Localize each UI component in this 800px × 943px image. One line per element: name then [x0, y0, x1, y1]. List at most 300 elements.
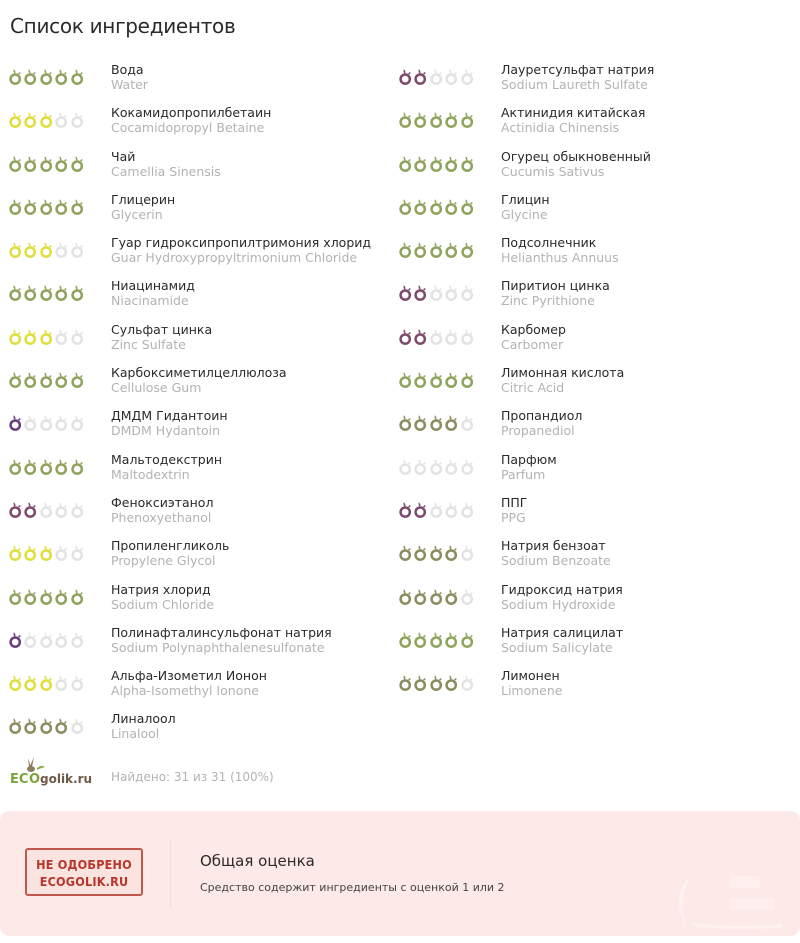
apple-rating-icon: [8, 109, 22, 129]
ingredient-name-inci: Glycine: [501, 206, 548, 222]
apple-rating-icon: [23, 499, 37, 519]
ingredient-name-inci: Sodium Salicylate: [501, 639, 613, 655]
apple-rating-icon: [8, 672, 22, 692]
apple-rating-icon: [54, 109, 68, 129]
ingredient-rating: [398, 326, 474, 348]
apple-rating-icon: [413, 412, 427, 432]
apple-rating-icon: [23, 66, 37, 86]
ingredient-name-inci: Cellulose Gum: [111, 380, 202, 396]
ingredient-name-ru[interactable]: Натрия бензоат: [501, 538, 606, 554]
apple-rating-icon: [23, 542, 37, 562]
apple-rating-icon: [39, 369, 53, 389]
ingredient-name-inci: Sodium Benzoate: [501, 553, 611, 569]
apple-rating-icon: [70, 282, 84, 302]
apple-rating-icon: [8, 153, 22, 173]
apple-rating-icon: [8, 369, 22, 389]
ingredient-row[interactable]: [8, 408, 403, 451]
apple-rating-icon: [398, 369, 412, 389]
overall-rating-text: Средство содержит ингредиенты с оценкой 1 или 2: [200, 881, 505, 894]
apple-rating-icon: [23, 196, 37, 216]
ingredient-names: [111, 668, 267, 698]
apple-rating-icon: [54, 672, 68, 692]
ingredient-row[interactable]: [8, 149, 403, 192]
apple-rating-icon: [54, 326, 68, 346]
ingredient-name-inci: Water: [111, 77, 148, 92]
apple-rating-icon: [413, 282, 427, 302]
apple-rating-icon: [54, 412, 68, 432]
apple-rating-icon: [413, 499, 427, 519]
apple-rating-icon: [460, 153, 474, 173]
ingredient-name-inci: Actinidia Chinensis: [501, 120, 620, 136]
ingredient-row[interactable]: [8, 192, 403, 235]
ingredient-name-ru[interactable]: Лимонная кислота: [501, 365, 625, 381]
apple-rating-icon: [429, 109, 443, 129]
apple-rating-icon: [444, 109, 458, 129]
ingredient-row[interactable]: [398, 278, 793, 321]
ingredient-rating: [398, 542, 474, 564]
ingredient-row[interactable]: [8, 365, 403, 408]
ingredient-names: [111, 322, 212, 352]
apple-rating-icon: [398, 196, 412, 216]
apple-rating-icon: [8, 499, 22, 519]
apple-rating-icon: [23, 672, 37, 692]
ingredient-rating: [398, 282, 474, 304]
apple-rating-icon: [39, 326, 53, 346]
apple-rating-icon: [444, 412, 458, 432]
apple-rating-icon: [8, 326, 22, 346]
ingredient-row[interactable]: [8, 538, 403, 581]
ingredient-names: [501, 668, 563, 698]
apple-rating-icon: [398, 282, 412, 302]
apple-rating-icon: [444, 153, 458, 173]
ingredient-row[interactable]: [398, 495, 793, 538]
ingredient-name-inci: Parfum: [501, 466, 546, 482]
ingredient-row[interactable]: [398, 235, 793, 278]
apple-rating-icon: [444, 542, 458, 562]
ingredient-row[interactable]: [398, 538, 793, 581]
apple-rating-icon: [23, 282, 37, 302]
ingredient-name-inci: Carbomer: [501, 336, 564, 352]
ingredient-names: [501, 322, 566, 352]
ingredient-rating: [398, 109, 474, 131]
apple-rating-icon: [429, 542, 443, 562]
ingredient-names: [501, 452, 557, 482]
apple-rating-icon: [39, 196, 53, 216]
ecogolik-logo[interactable]: [10, 756, 100, 788]
ingredient-row[interactable]: [398, 192, 793, 235]
apple-rating-icon: [54, 239, 68, 259]
apple-rating-icon: [70, 153, 84, 173]
apple-rating-icon: [398, 326, 412, 346]
apple-rating-icon: [8, 542, 22, 562]
ingredient-name-ru[interactable]: Натрия салицилат: [501, 624, 624, 640]
ingredient-names: [501, 105, 645, 135]
ingredient-names: [111, 452, 222, 482]
apple-rating-icon: [23, 586, 37, 606]
ingredient-rating: [398, 369, 474, 391]
ingredient-rating: [8, 499, 84, 521]
ingredient-name-ru[interactable]: Гуар гидроксипропилтримония хлорид: [111, 235, 372, 251]
ingredient-name-inci: Citric Acid: [501, 380, 565, 396]
apple-rating-icon: [460, 196, 474, 216]
ingredient-names: [501, 625, 623, 655]
apple-rating-icon: [444, 586, 458, 606]
apple-rating-icon: [54, 456, 68, 476]
apple-rating-icon: [460, 499, 474, 519]
apple-rating-icon: [429, 586, 443, 606]
apple-rating-icon: [413, 629, 427, 649]
apple-rating-icon: [460, 239, 474, 259]
apple-rating-icon: [39, 715, 53, 735]
apple-rating-icon: [444, 282, 458, 302]
apple-rating-icon: [54, 196, 68, 216]
apple-rating-icon: [444, 326, 458, 346]
apple-rating-icon: [70, 109, 84, 129]
ingredient-name-ru[interactable]: Пропиленгликоль: [111, 538, 230, 554]
apple-rating-icon: [429, 326, 443, 346]
svg-text:EC: EC: [10, 772, 29, 787]
card-divider: [170, 839, 171, 909]
ingredient-names: [111, 278, 195, 308]
apple-rating-icon: [39, 66, 53, 86]
ingredient-name-ru[interactable]: Ниацинамид: [111, 278, 195, 294]
ingredient-name-inci: Phenoxyethanol: [111, 509, 212, 525]
apple-rating-icon: [70, 715, 84, 735]
apple-rating-icon: [413, 456, 427, 476]
ingredient-name-ru[interactable]: Линалоол: [111, 711, 176, 727]
ingredient-name-ru[interactable]: Гидроксид натрия: [501, 581, 623, 597]
apple-rating-icon: [444, 239, 458, 259]
ingredient-name-inci: Sodium Hydroxide: [501, 596, 616, 612]
apple-rating-icon: [413, 369, 427, 389]
ingredient-names: [111, 582, 214, 612]
ingredient-row[interactable]: [8, 495, 403, 538]
apple-rating-icon: [54, 153, 68, 173]
ingredient-names: [111, 408, 228, 438]
ingredient-name-inci: Camellia Sinensis: [111, 163, 221, 179]
ingredient-name-ru[interactable]: Карбоксиметилцеллюлоза: [111, 365, 287, 381]
ingredient-names: [501, 365, 624, 395]
apple-rating-icon: [8, 196, 22, 216]
ingredient-rating: [8, 715, 84, 737]
apple-rating-icon: [39, 586, 53, 606]
ingredient-row[interactable]: [398, 668, 793, 711]
ingredient-names: [501, 235, 619, 265]
apple-rating-icon: [429, 282, 443, 302]
apple-rating-icon: [413, 672, 427, 692]
found-count: Найдено: 31 из 31 (100%): [111, 770, 274, 784]
apple-rating-icon: [39, 542, 53, 562]
ingredient-row[interactable]: [398, 365, 793, 408]
apple-rating-icon: [70, 326, 84, 346]
ingredient-names: [111, 149, 221, 179]
ingredient-rating: [398, 629, 474, 651]
apple-rating-icon: [54, 499, 68, 519]
apple-rating-icon: [429, 672, 443, 692]
ingredient-name-ru[interactable]: Актинидия китайская: [501, 105, 646, 121]
ingredient-name-ru[interactable]: Сульфат цинка: [111, 321, 213, 337]
apple-rating-icon: [460, 369, 474, 389]
ingredient-name-inci: Glycerin: [111, 206, 163, 222]
apple-rating-icon: [70, 456, 84, 476]
list-footer: [8, 756, 408, 792]
apple-rating-icon: [54, 369, 68, 389]
ingredient-name-ru[interactable]: Глицин: [501, 191, 550, 207]
apple-rating-icon: [398, 153, 412, 173]
ingredient-rating: [398, 153, 474, 175]
apple-rating-icon: [413, 196, 427, 216]
apple-rating-icon: [70, 66, 84, 86]
ingredient-names: [501, 192, 550, 222]
ingredient-name-ru[interactable]: Глицерин: [111, 191, 176, 207]
apple-rating-icon: [70, 672, 84, 692]
apple-rating-icon: [413, 153, 427, 173]
apple-rating-icon: [460, 629, 474, 649]
ingredient-name-inci: Helianthus Annuus: [501, 250, 619, 266]
apple-rating-icon: [429, 239, 443, 259]
ingredient-rating: [398, 672, 474, 694]
apple-rating-icon: [460, 456, 474, 476]
apple-rating-icon: [39, 456, 53, 476]
svg-text:O: O: [29, 772, 41, 787]
apple-rating-icon: [23, 109, 37, 129]
apple-rating-icon: [70, 369, 84, 389]
apple-rating-icon: [460, 542, 474, 562]
apple-rating-icon: [8, 586, 22, 606]
ingredient-names: [111, 711, 176, 741]
ingredient-names: [111, 365, 287, 395]
ingredient-names: [501, 582, 623, 612]
ingredient-row[interactable]: [8, 452, 403, 495]
apple-rating-icon: [398, 542, 412, 562]
apple-rating-icon: [23, 715, 37, 735]
stamp-line-2: ECOGOLIK.RU: [39, 874, 129, 889]
apple-rating-icon: [429, 499, 443, 519]
ingredient-list-left: [8, 62, 403, 755]
ingredient-name-ru[interactable]: Пиритион цинка: [501, 278, 610, 294]
ingredient-name-ru[interactable]: Лимонен: [501, 668, 560, 684]
apple-rating-icon: [70, 629, 84, 649]
ingredient-rating: [8, 326, 84, 348]
apple-rating-icon: [54, 282, 68, 302]
ingredient-name-inci: Guar Hydroxypropyltrimonium Chloride: [111, 250, 358, 266]
apple-rating-icon: [460, 66, 474, 86]
stamp-line-1: НЕ ОДОБРЕНО: [36, 857, 132, 872]
apple-rating-icon: [39, 153, 53, 173]
ecogolik-logo-icon: [10, 756, 100, 788]
apple-rating-icon: [23, 369, 37, 389]
ingredient-row[interactable]: [398, 322, 793, 365]
ingredient-name-ru[interactable]: Огурец обыкновенный: [501, 148, 651, 164]
ingredient-names: [111, 192, 175, 222]
apple-rating-icon: [8, 715, 22, 735]
ingredient-names: [111, 538, 229, 568]
apple-rating-icon: [429, 196, 443, 216]
ingredient-rating: [8, 456, 84, 478]
apple-rating-icon: [444, 456, 458, 476]
ingredient-row[interactable]: [8, 105, 403, 148]
apple-rating-icon: [444, 66, 458, 86]
ingredient-name-ru[interactable]: ППГ: [501, 494, 528, 510]
ingredient-name-inci: Limonene: [501, 683, 563, 699]
ingredient-rating: [8, 196, 84, 218]
ingredient-name-ru[interactable]: Пропандиол: [501, 408, 583, 424]
ingredient-row[interactable]: [8, 582, 403, 625]
ingredient-name-inci: Propylene Glycol: [111, 553, 216, 569]
apple-rating-icon: [23, 153, 37, 173]
ingredient-row[interactable]: [8, 278, 403, 321]
ingredient-name-ru[interactable]: Подсолнечник: [501, 235, 597, 251]
ingredient-name-inci: Sodium Laureth Sulfate: [501, 77, 648, 92]
ingredient-names: [111, 62, 148, 92]
ingredient-name-inci: Propanediol: [501, 423, 575, 439]
ingredient-name-ru[interactable]: Феноксиэтанол: [111, 494, 214, 510]
apple-rating-icon: [398, 629, 412, 649]
apple-rating-icon: [39, 499, 53, 519]
apple-rating-icon: [398, 499, 412, 519]
apple-rating-icon: [70, 499, 84, 519]
apple-rating-icon: [8, 239, 22, 259]
watermark-icon: [652, 862, 792, 932]
ingredient-row[interactable]: [398, 149, 793, 192]
ingredient-name-ru[interactable]: Лауретсульфат натрия: [501, 62, 655, 77]
apple-rating-icon: [39, 239, 53, 259]
apple-rating-icon: [54, 629, 68, 649]
apple-rating-icon: [413, 66, 427, 86]
ingredient-name-inci: Zinc Pyrithione: [501, 293, 595, 309]
ingredient-name-inci: Zinc Sulfate: [111, 336, 186, 352]
apple-rating-icon: [398, 66, 412, 86]
apple-rating-icon: [429, 66, 443, 86]
ingredient-name-ru[interactable]: Кокамидопропилбетаин: [111, 105, 272, 121]
apple-rating-icon: [54, 586, 68, 606]
apple-rating-icon: [8, 66, 22, 86]
ingredient-row[interactable]: [398, 625, 793, 668]
ingredient-row[interactable]: [398, 62, 793, 105]
apple-rating-icon: [444, 629, 458, 649]
apple-rating-icon: [8, 629, 22, 649]
apple-rating-icon: [444, 369, 458, 389]
ingredient-name-inci: Alpha-Isomethyl Ionone: [111, 683, 259, 699]
ingredient-rating: [398, 239, 474, 261]
ingredient-name-ru[interactable]: Вода: [111, 62, 144, 77]
apple-rating-icon: [460, 586, 474, 606]
apple-rating-icon: [70, 542, 84, 562]
apple-rating-icon: [39, 629, 53, 649]
apple-rating-icon: [8, 456, 22, 476]
ingredient-names: [501, 62, 654, 92]
ingredient-rating: [8, 542, 84, 564]
apple-rating-icon: [39, 282, 53, 302]
ingredient-rating: [398, 499, 474, 521]
apple-rating-icon: [444, 196, 458, 216]
ingredient-names: [111, 235, 371, 265]
apple-rating-icon: [54, 715, 68, 735]
apple-rating-icon: [8, 412, 22, 432]
ingredient-row[interactable]: [8, 668, 403, 711]
overall-rating-card: [0, 811, 800, 936]
ingredient-rating: [8, 412, 84, 434]
apple-rating-icon: [413, 326, 427, 346]
ingredient-rating: [8, 239, 84, 261]
apple-rating-icon: [39, 672, 53, 692]
ingredient-name-inci: Linalool: [111, 726, 160, 742]
ingredient-row[interactable]: [8, 625, 403, 668]
apple-rating-icon: [460, 672, 474, 692]
ingredient-rating: [398, 586, 474, 608]
ingredient-row[interactable]: [8, 322, 403, 365]
overall-rating-title: Общая оценка: [200, 852, 315, 870]
apple-rating-icon: [39, 412, 53, 432]
apple-rating-icon: [429, 153, 443, 173]
apple-rating-icon: [23, 456, 37, 476]
ingredient-rating: [8, 282, 84, 304]
apple-rating-icon: [413, 542, 427, 562]
ingredient-name-inci: Niacinamide: [111, 293, 189, 309]
apple-rating-icon: [70, 239, 84, 259]
ingredient-rating: [8, 629, 84, 651]
ingredient-row[interactable]: [398, 582, 793, 625]
ingredient-name-ru[interactable]: Мальтодекстрин: [111, 451, 222, 467]
apple-rating-icon: [23, 412, 37, 432]
apple-rating-icon: [429, 456, 443, 476]
ingredient-names: [111, 625, 332, 655]
ingredient-rating: [8, 586, 84, 608]
ingredient-name-ru[interactable]: ДМДМ Гидантоин: [111, 408, 228, 424]
ingredient-name-ru[interactable]: Натрия хлорид: [111, 581, 211, 597]
svg-text:golik.ru: golik.ru: [40, 772, 93, 786]
ingredient-rating: [398, 456, 474, 478]
apple-rating-icon: [8, 282, 22, 302]
ingredient-rating: [398, 66, 474, 88]
ingredient-name-ru[interactable]: Полинафталинсульфонат натрия: [111, 624, 332, 640]
apple-rating-icon: [23, 629, 37, 649]
ingredient-names: [501, 149, 651, 179]
ingredient-name-ru[interactable]: Альфа-Изометил Ионон: [111, 668, 267, 684]
ingredient-name-ru[interactable]: Парфюм: [501, 451, 557, 467]
apple-rating-icon: [429, 369, 443, 389]
ingredient-names: [111, 105, 271, 135]
apple-rating-icon: [413, 239, 427, 259]
ingredient-row[interactable]: [8, 235, 403, 278]
ingredient-rating: [8, 66, 84, 88]
ingredient-row[interactable]: [8, 711, 403, 754]
apple-rating-icon: [39, 109, 53, 129]
ingredient-names: [501, 538, 611, 568]
apple-rating-icon: [413, 586, 427, 606]
apple-rating-icon: [413, 109, 427, 129]
ingredient-rating: [8, 153, 84, 175]
ingredient-name-ru[interactable]: Чай: [111, 148, 136, 164]
ingredient-row[interactable]: [398, 105, 793, 148]
apple-rating-icon: [429, 412, 443, 432]
apple-rating-icon: [398, 672, 412, 692]
ingredient-names: [501, 495, 527, 525]
ingredient-list-right: [398, 62, 793, 711]
ingredient-names: [501, 278, 610, 308]
ingredient-name-inci: Maltodextrin: [111, 466, 190, 482]
ingredient-name-ru[interactable]: Карбомер: [501, 321, 566, 337]
apple-rating-icon: [398, 586, 412, 606]
ingredient-row[interactable]: [398, 408, 793, 451]
ingredient-name-inci: Sodium Polynaphthalenesulfonate: [111, 639, 325, 655]
apple-rating-icon: [460, 412, 474, 432]
ingredient-row[interactable]: [398, 452, 793, 495]
ingredient-row[interactable]: [8, 62, 403, 105]
apple-rating-icon: [444, 499, 458, 519]
ingredient-rating: [8, 109, 84, 131]
ingredient-name-inci: Cocamidopropyl Betaine: [111, 120, 265, 136]
